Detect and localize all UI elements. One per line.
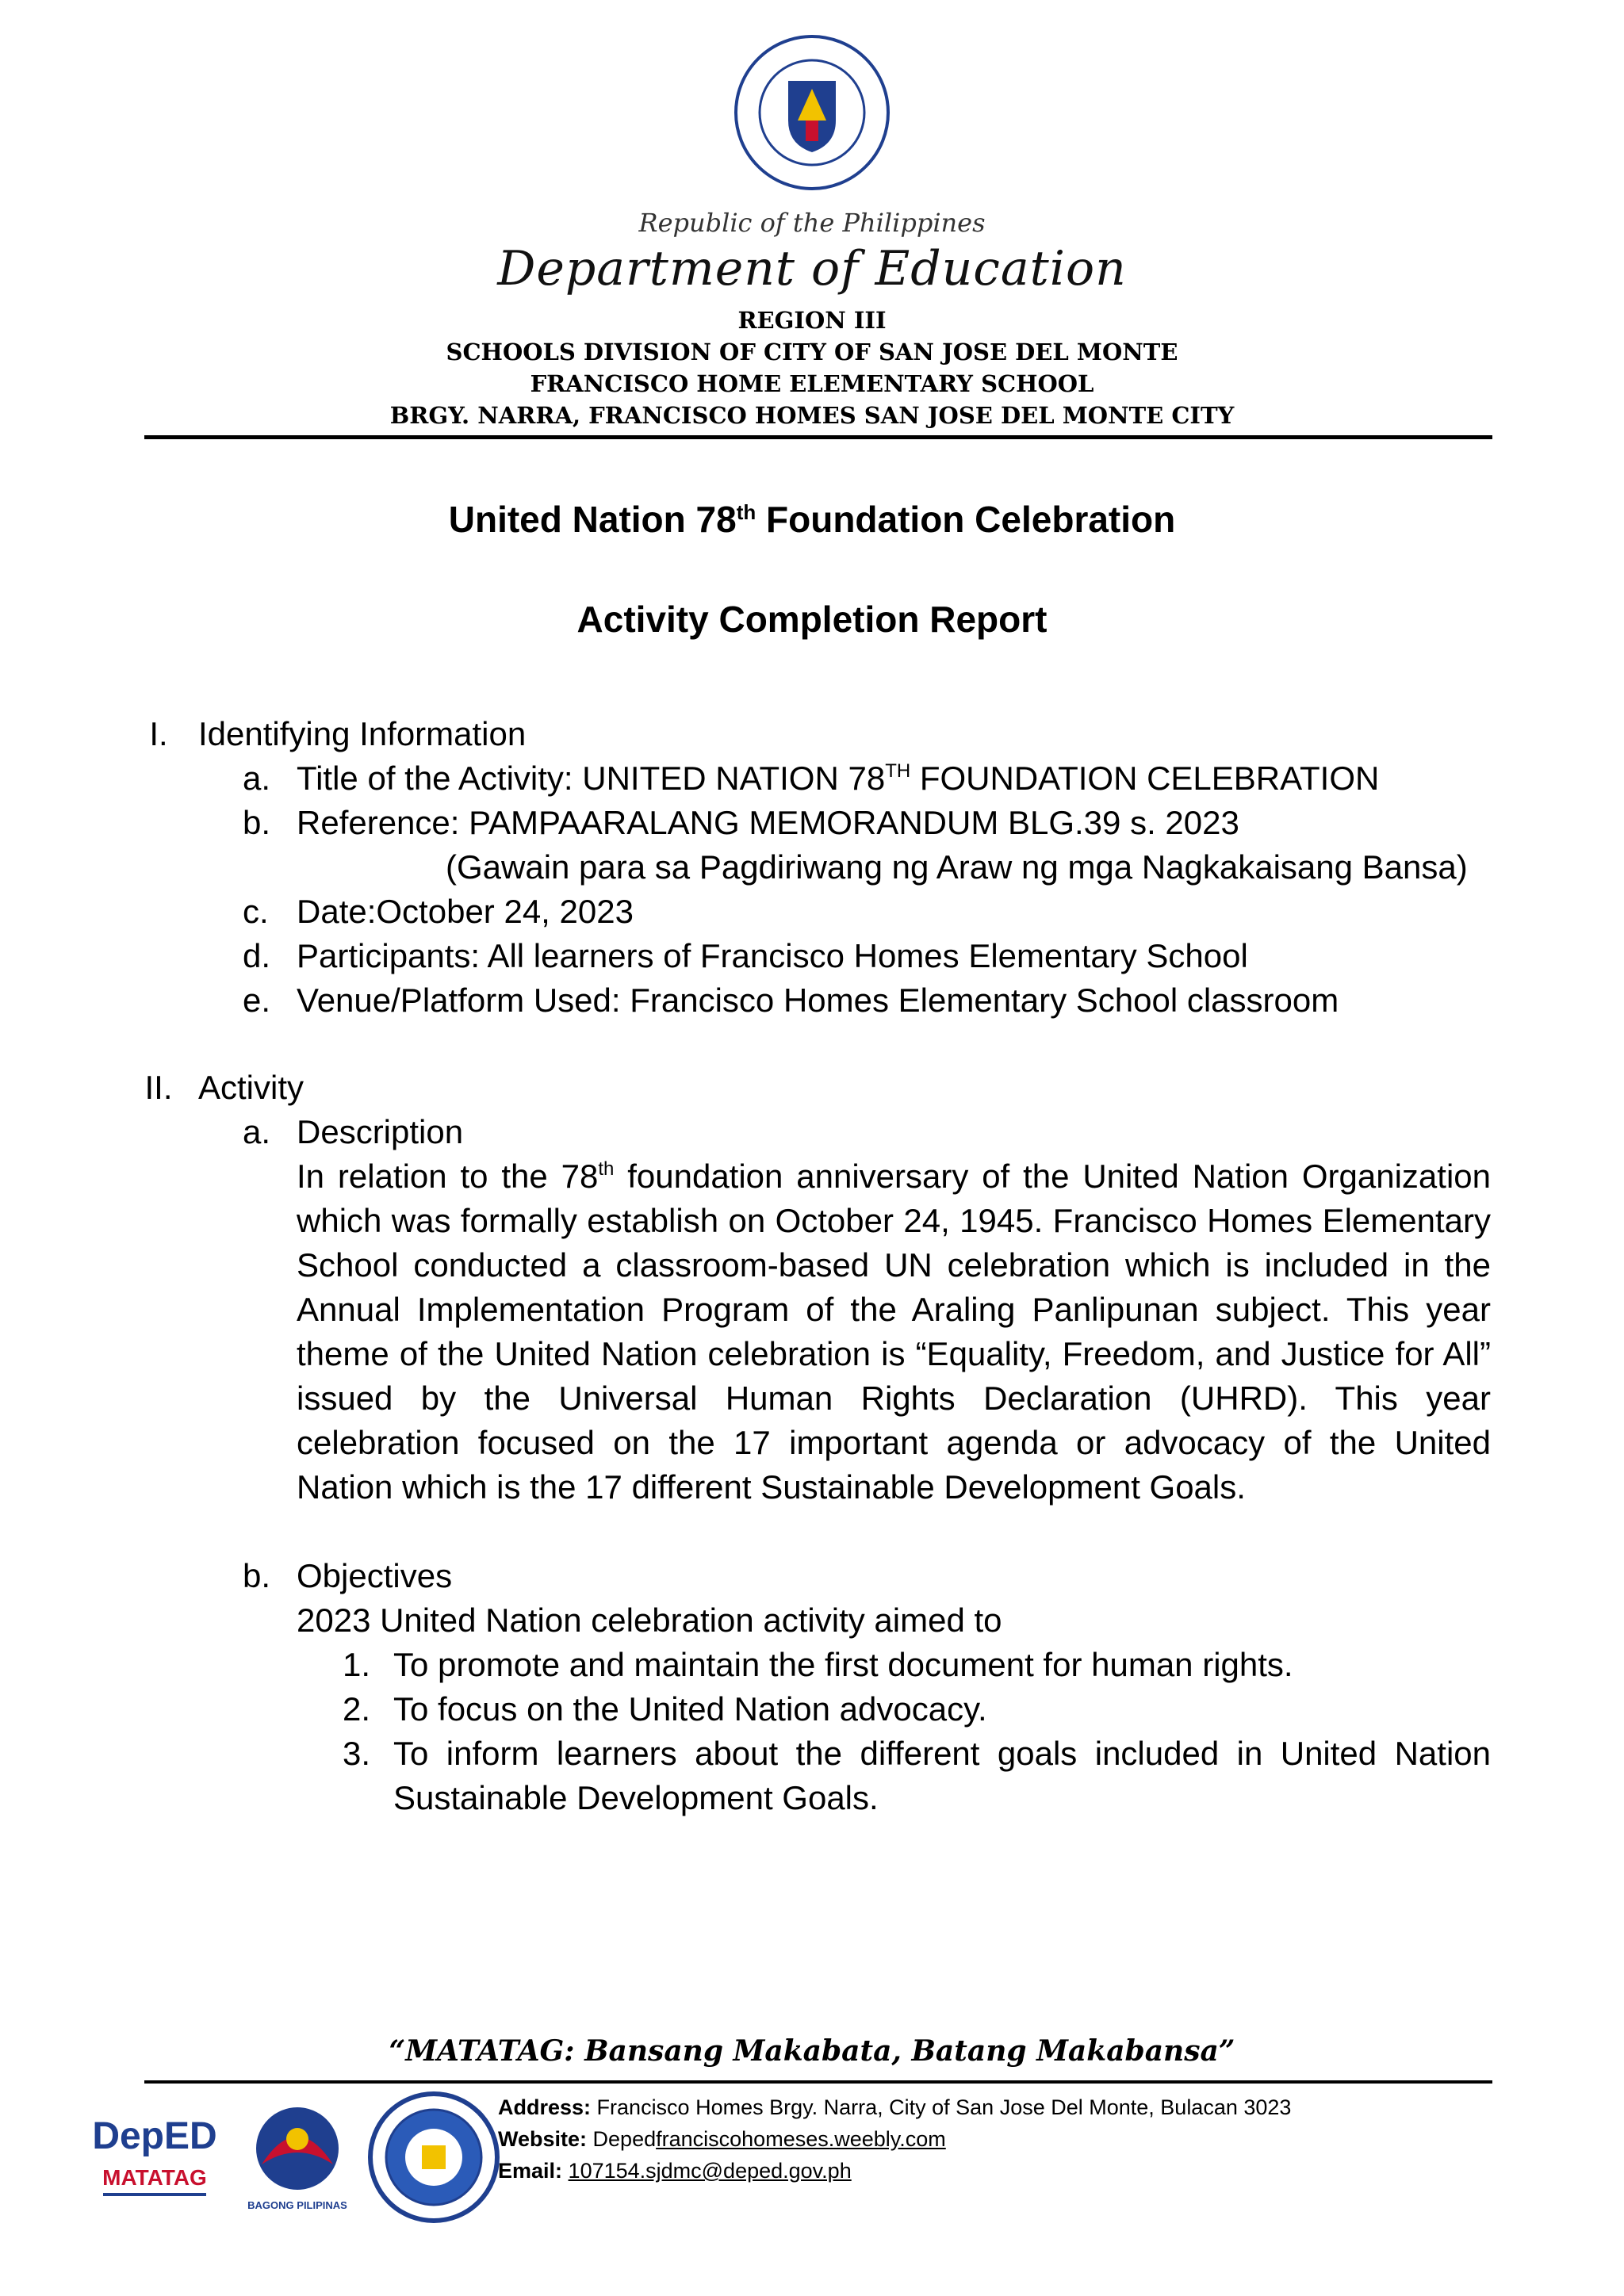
matatag-logo-text: MATATAG xyxy=(102,2165,207,2190)
item-e-letter: e. xyxy=(243,982,271,1019)
objective-2-text: To focus on the United Nation advocacy. xyxy=(393,1690,987,1728)
objective-3-number: 3. xyxy=(343,1735,371,1772)
objective-1-number: 1. xyxy=(343,1646,371,1683)
item-a-title: Title of the Activity: UNITED NATION 78TH FOUNDATION CELEBRATION xyxy=(297,760,1380,797)
footer-divider xyxy=(144,2080,1492,2084)
item-b-letter: b. xyxy=(243,804,271,841)
header-address-line: BRGY. NARRA, FRANCISCO HOMES SAN JOSE DEL MONTE CITY xyxy=(389,402,1235,429)
footer-motto: “MATATAG: Bansang Makabata, Batang Makabansa” xyxy=(389,2034,1235,2068)
item-d-participants: Participants: All learners of Francisco Homes Elementary School xyxy=(297,937,1248,974)
objective-2-number: 2. xyxy=(343,1690,371,1728)
item-b-reference: Reference: PAMPAARALANG MEMORANDUM BLG.39 s. 2023 xyxy=(297,804,1239,841)
objectives-heading: Objectives xyxy=(297,1557,453,1594)
footer-website: Website: Depedfranciscohomeses.weebly.com xyxy=(498,2127,946,2151)
header-divider xyxy=(144,435,1492,439)
bagong-pilipinas-logo xyxy=(230,2093,365,2220)
description-paragraph: In relation to the 78th foundation anniversary of the United Nation Organization which was formally establish on October 24, 1945. Francisco Homes Elementary School conducted a classroom-based UN celebration which is included in the Annual Implementation Program of the Araling Panlipunan subject. This year theme of the United Nation celebration is “Equality, Freedom, and Justice for All” issued by the Universal Human Rights Declaration (UHRD). This year celebration focused on the 17 important agenda or advocacy of the United Nation which is the 17 different Sustainable Development Goals. xyxy=(297,1158,1491,1506)
report-title: United Nation 78th Foundation Celebration xyxy=(448,499,1176,540)
section-2-heading: Activity xyxy=(198,1069,304,1106)
objectives-intro: 2023 United Nation celebration activity aimed to xyxy=(297,1601,1002,1639)
objectives-letter: b. xyxy=(243,1557,271,1594)
item-c-date: Date:October 24, 2023 xyxy=(297,893,634,930)
item-c-letter: c. xyxy=(243,893,269,930)
school-line: FRANCISCO HOME ELEMENTARY SCHOOL xyxy=(530,370,1094,397)
website-link[interactable]: franciscohomeses.weebly.com xyxy=(656,2127,946,2151)
section-1-numeral: I. xyxy=(149,715,168,752)
description-letter: a. xyxy=(243,1113,271,1150)
section-1-heading: Identifying Information xyxy=(198,715,527,752)
division-line: SCHOOLS DIVISION OF CITY OF SAN JOSE DEL MONTE xyxy=(446,339,1178,365)
region-line: REGION III xyxy=(737,307,887,334)
republic-line: Republic of the Philippines xyxy=(638,208,986,238)
department-name: Department of Education xyxy=(497,241,1127,297)
deped-logo-text: DepED xyxy=(92,2115,217,2157)
bagong-pilipinas-text: BAGONG PILIPINAS xyxy=(247,2199,347,2211)
deped-seal-logo xyxy=(733,33,891,192)
description-heading: Description xyxy=(297,1113,464,1150)
item-e-venue: Venue/Platform Used: Francisco Homes Elementary School classroom xyxy=(297,982,1339,1019)
item-b-reference-translation: (Gawain para sa Pagdiriwang ng Araw ng mga Nagkakaisang Bansa) xyxy=(446,848,1468,886)
school-seal-logo xyxy=(366,2090,501,2225)
footer-email: Email: 107154.sjdmc@deped.gov.ph xyxy=(498,2159,852,2183)
deped-matatag-logo xyxy=(87,2099,222,2210)
objective-3-text: To inform learners about the different goals included in United Nation Sustainable Development Goals. xyxy=(393,1735,1491,1816)
item-d-letter: d. xyxy=(243,937,271,974)
footer-address: Address: Francisco Homes Brgy. Narra, City of San Jose Del Monte, Bulacan 3023 xyxy=(498,2095,1292,2119)
objective-1-text: To promote and maintain the first document for human rights. xyxy=(393,1646,1293,1683)
email-link[interactable]: 107154.sjdmc@deped.gov.ph xyxy=(568,2159,852,2183)
report-subtitle: Activity Completion Report xyxy=(576,599,1048,640)
item-a-letter: a. xyxy=(243,760,271,797)
section-2-numeral: II. xyxy=(144,1069,173,1106)
